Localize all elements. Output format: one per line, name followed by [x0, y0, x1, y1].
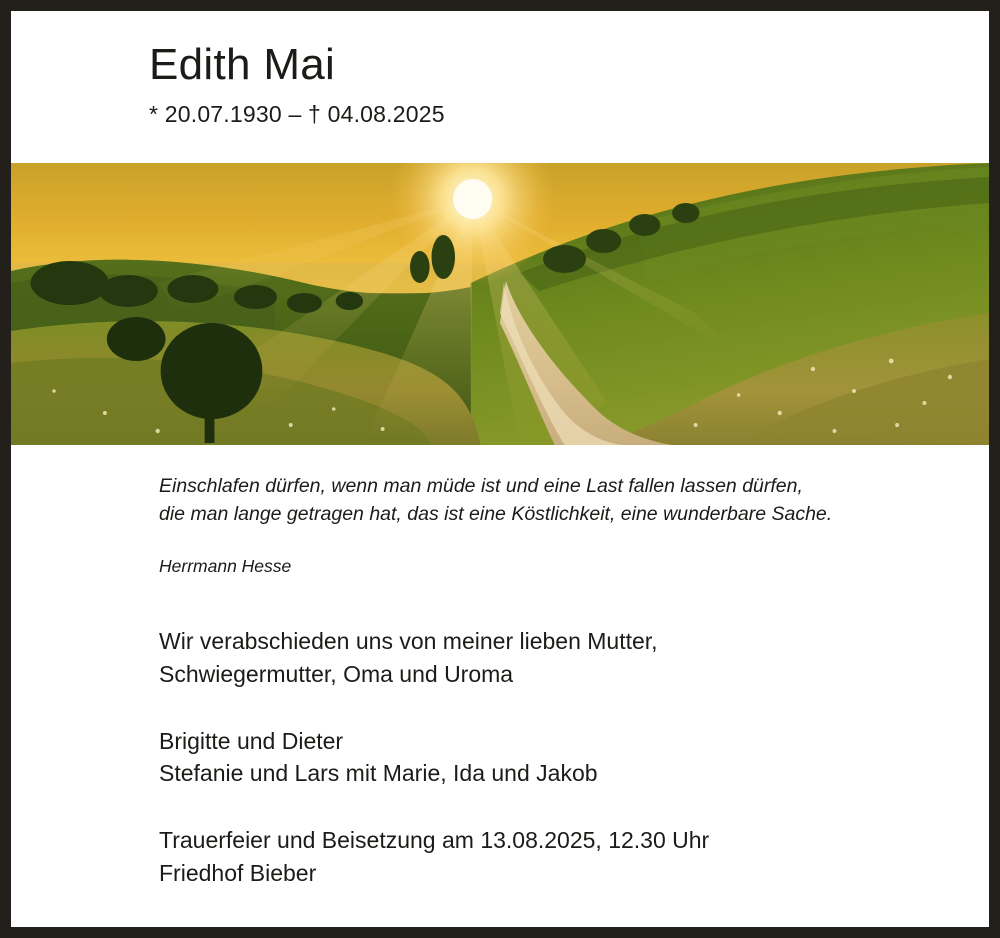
service-line-1: Trauerfeier und Beisetzung am 13.08.2025, 12.30 Uhr — [159, 827, 710, 853]
quote-text — [159, 473, 889, 528]
service-paragraph — [159, 824, 989, 889]
deceased-name: Edith Mai — [149, 40, 336, 89]
mourners-line-2: Stefanie und Lars mit Marie, Ida und Jakob — [159, 760, 598, 787]
service-line-2: Friedhof Bieber — [159, 859, 317, 886]
mourners-paragraph — [159, 725, 989, 790]
farewell-line-2: Schwiegermutter, Oma und Uroma — [159, 661, 514, 688]
photo-container — [11, 163, 989, 445]
obituary-body — [11, 625, 989, 889]
farewell-line-1: Wir verabschieden uns von meiner lieben Mutter, — [159, 628, 658, 655]
quote-block — [11, 445, 989, 577]
farewell-paragraph — [159, 625, 989, 690]
quote-line-2: die man lange getragen hat, das ist eine Köstlichkeit, eine wunderbare Sache. — [159, 502, 833, 525]
obituary-header — [11, 11, 989, 163]
sunset-meadow-path-photo — [11, 163, 989, 445]
obituary-inner — [11, 11, 989, 927]
quote-author: Herrmann Hesse — [159, 556, 292, 577]
life-dates: * 20.07.1930 – † 04.08.2025 — [149, 101, 445, 128]
quote-line-1: Einschlafen dürfen, wenn man müde ist und eine Last fallen lassen dürfen, — [159, 475, 803, 497]
mourners-line-1: Brigitte und Dieter — [159, 727, 344, 754]
